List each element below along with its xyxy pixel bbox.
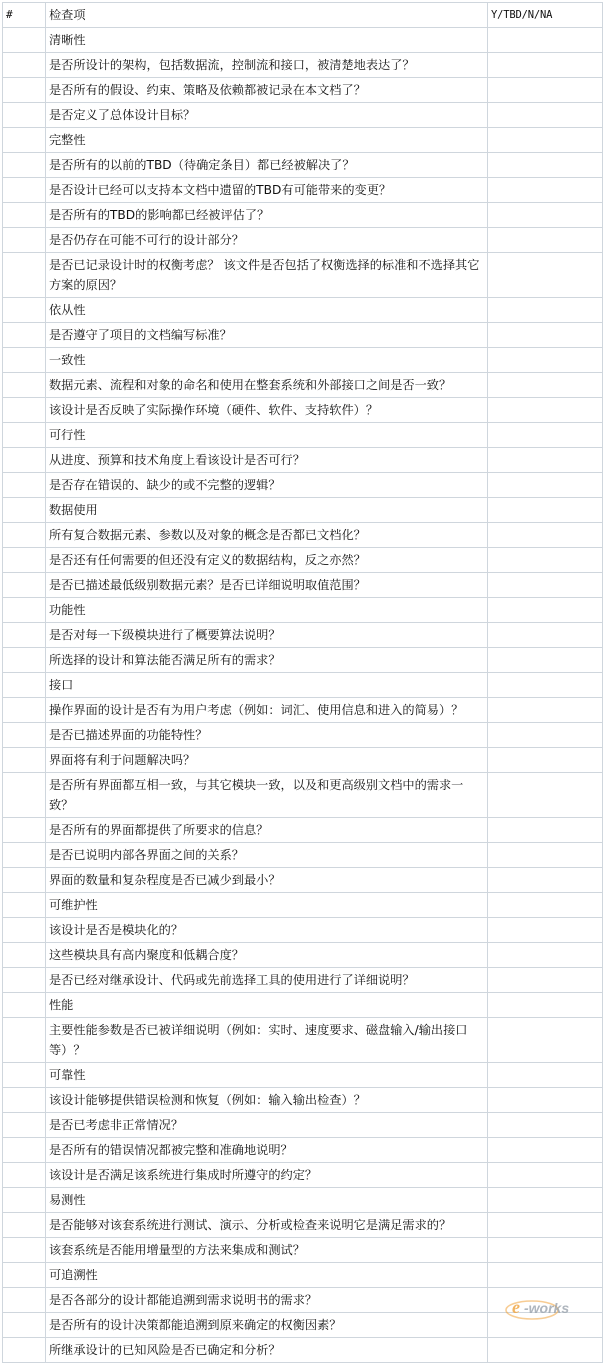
row-number-cell <box>3 1288 46 1313</box>
row-number-cell <box>3 993 46 1018</box>
checklist-item-text: 是否对每一下级模块进行了概要算法说明？ <box>46 623 488 648</box>
category-label: 完整性 <box>46 128 488 153</box>
checklist-row <box>3 53 603 78</box>
row-number-cell <box>3 1213 46 1238</box>
category-row <box>3 298 603 323</box>
checklist-row <box>3 943 603 968</box>
category-label: 功能性 <box>46 598 488 623</box>
checklist-item-text: 所选择的设计和算法能否满足所有的需求？ <box>46 648 488 673</box>
row-number-cell <box>3 918 46 943</box>
checklist-row <box>3 1163 603 1188</box>
checklist-item-text: 界面的数量和复杂程度是否已减少到最小？ <box>46 868 488 893</box>
checklist-table <box>2 2 603 1363</box>
row-number-cell <box>3 598 46 623</box>
row-number-cell <box>3 423 46 448</box>
checklist-row <box>3 698 603 723</box>
checklist-item-text: 是否已考虑非正常情况？ <box>46 1113 488 1138</box>
result-cell[interactable] <box>488 473 603 498</box>
checklist-row <box>3 1238 603 1263</box>
checklist-row <box>3 153 603 178</box>
result-cell[interactable] <box>488 723 603 748</box>
e-works-watermark-logo <box>502 1290 594 1324</box>
row-number-cell <box>3 178 46 203</box>
result-cell[interactable] <box>488 523 603 548</box>
category-label: 接口 <box>46 673 488 698</box>
row-number-cell <box>3 1313 46 1338</box>
result-cell[interactable] <box>488 1238 603 1263</box>
result-cell[interactable] <box>488 448 603 473</box>
row-number-cell <box>3 1263 46 1288</box>
checklist-item-text: 该设计是否反映了实际操作环境（硬件、软件、支持软件）？ <box>46 398 488 423</box>
checklist-item-text: 是否已描述最低级别数据元素？是否已详细说明取值范围？ <box>46 573 488 598</box>
row-number-cell <box>3 1338 46 1363</box>
checklist-item-text: 该设计能够提供错误检测和恢复（例如：输入输出检查）？ <box>46 1088 488 1113</box>
result-cell[interactable] <box>488 673 603 698</box>
category-label: 可追溯性 <box>46 1263 488 1288</box>
result-cell[interactable] <box>488 398 603 423</box>
result-cell[interactable] <box>488 1338 603 1363</box>
category-row <box>3 598 603 623</box>
checklist-item-text: 是否仍存在可能不可行的设计部分？ <box>46 228 488 253</box>
row-number-cell <box>3 323 46 348</box>
category-row <box>3 348 603 373</box>
row-number-cell <box>3 53 46 78</box>
result-cell[interactable] <box>488 843 603 868</box>
checklist-item-text: 是否所有的设计决策都能追溯到原来确定的权衡因素？ <box>46 1313 488 1338</box>
checklist-item-text: 是否已记录设计时的权衡考虑？ 该文件是否包括了权衡选择的标准和不选择其它方案的原因？ <box>46 253 488 298</box>
category-row <box>3 423 603 448</box>
result-cell[interactable] <box>488 423 603 448</box>
checklist-row <box>3 1213 603 1238</box>
checklist-item-text: 是否各部分的设计都能追溯到需求说明书的需求？ <box>46 1288 488 1313</box>
category-row <box>3 1188 603 1213</box>
result-cell[interactable] <box>488 893 603 918</box>
row-number-cell <box>3 253 46 298</box>
row-number-cell <box>3 298 46 323</box>
row-number-cell <box>3 203 46 228</box>
checklist-item-text: 数据元素、流程和对象的命名和使用在整套系统和外部接口之间是否一致？ <box>46 373 488 398</box>
checklist-item-text: 是否存在错误的、缺少的或不完整的逻辑？ <box>46 473 488 498</box>
result-cell[interactable] <box>488 178 603 203</box>
checklist-item-text: 是否所有的TBD的影响都已经被评估了？ <box>46 203 488 228</box>
checklist-row <box>3 648 603 673</box>
row-number-cell <box>3 128 46 153</box>
checklist-row <box>3 1113 603 1138</box>
result-cell[interactable] <box>488 323 603 348</box>
checklist-item-text: 是否所有的界面都提供了所要求的信息？ <box>46 818 488 843</box>
checklist-row <box>3 748 603 773</box>
category-row <box>3 498 603 523</box>
row-number-cell <box>3 153 46 178</box>
result-cell[interactable] <box>488 598 603 623</box>
row-number-cell <box>3 893 46 918</box>
header-row <box>3 3 603 28</box>
header-number: # <box>3 3 46 28</box>
category-row <box>3 893 603 918</box>
row-number-cell <box>3 818 46 843</box>
checklist-row <box>3 818 603 843</box>
result-cell[interactable] <box>488 1163 603 1188</box>
result-cell[interactable] <box>488 203 603 228</box>
category-label: 可维护性 <box>46 893 488 918</box>
checklist-row <box>3 548 603 573</box>
checklist-row <box>3 253 603 298</box>
result-cell[interactable] <box>488 1018 603 1063</box>
result-cell[interactable] <box>488 153 603 178</box>
row-number-cell <box>3 373 46 398</box>
checklist-row <box>3 773 603 818</box>
result-cell[interactable] <box>488 348 603 373</box>
category-label: 性能 <box>46 993 488 1018</box>
checklist-item-text: 是否定义了总体设计目标？ <box>46 103 488 128</box>
svg-text:-works: -works <box>524 1300 570 1316</box>
result-cell[interactable] <box>488 1188 603 1213</box>
checklist-row <box>3 843 603 868</box>
result-cell[interactable] <box>488 1138 603 1163</box>
result-cell[interactable] <box>488 968 603 993</box>
row-number-cell <box>3 723 46 748</box>
row-number-cell <box>3 103 46 128</box>
result-cell[interactable] <box>488 28 603 53</box>
row-number-cell <box>3 1088 46 1113</box>
result-cell[interactable] <box>488 78 603 103</box>
header-result: Y/TBD/N/NA <box>488 3 603 28</box>
result-cell[interactable] <box>488 773 603 818</box>
checklist-item-text: 是否已经对继承设计、代码或先前选择工具的使用进行了详细说明？ <box>46 968 488 993</box>
result-cell[interactable] <box>488 1113 603 1138</box>
row-number-cell <box>3 228 46 253</box>
result-cell[interactable] <box>488 373 603 398</box>
row-number-cell <box>3 523 46 548</box>
row-number-cell <box>3 348 46 373</box>
checklist-item-text: 该套系统是否能用增量型的方法来集成和测试？ <box>46 1238 488 1263</box>
category-label: 数据使用 <box>46 498 488 523</box>
checklist-item-text: 是否所有的错误情况都被完整和准确地说明？ <box>46 1138 488 1163</box>
checklist-row <box>3 1088 603 1113</box>
row-number-cell <box>3 748 46 773</box>
header-item: 检查项 <box>46 3 488 28</box>
result-cell[interactable] <box>488 1263 603 1288</box>
category-label: 易测性 <box>46 1188 488 1213</box>
category-row <box>3 993 603 1018</box>
checklist-row <box>3 78 603 103</box>
checklist-item-text: 该设计是否是模块化的？ <box>46 918 488 943</box>
result-cell[interactable] <box>488 128 603 153</box>
category-row <box>3 1263 603 1288</box>
result-cell[interactable] <box>488 498 603 523</box>
row-number-cell <box>3 448 46 473</box>
row-number-cell <box>3 28 46 53</box>
result-cell[interactable] <box>488 253 603 298</box>
row-number-cell <box>3 1188 46 1213</box>
checklist-row <box>3 203 603 228</box>
row-number-cell <box>3 698 46 723</box>
checklist-row <box>3 1138 603 1163</box>
result-cell[interactable] <box>488 103 603 128</box>
checklist-item-text: 操作界面的设计是否有为用户考虑（例如：词汇、使用信息和进入的简易）？ <box>46 698 488 723</box>
checklist-item-text: 是否已说明内部各界面之间的关系？ <box>46 843 488 868</box>
checklist-item-text: 界面将有利于问题解决吗？ <box>46 748 488 773</box>
result-cell[interactable] <box>488 748 603 773</box>
category-row <box>3 128 603 153</box>
row-number-cell <box>3 1163 46 1188</box>
checklist-item-text: 是否遵守了项目的文档编写标准？ <box>46 323 488 348</box>
result-cell[interactable] <box>488 1088 603 1113</box>
checklist-item-text: 从进度、预算和技术角度上看该设计是否可行？ <box>46 448 488 473</box>
row-number-cell <box>3 398 46 423</box>
category-label: 清晰性 <box>46 28 488 53</box>
checklist-row <box>3 868 603 893</box>
result-cell[interactable] <box>488 298 603 323</box>
checklist-row <box>3 623 603 648</box>
result-cell[interactable] <box>488 53 603 78</box>
result-cell[interactable] <box>488 868 603 893</box>
checklist-item-text: 所继承设计的已知风险是否已确定和分析？ <box>46 1338 488 1363</box>
result-cell[interactable] <box>488 1063 603 1088</box>
category-row <box>3 673 603 698</box>
checklist-row <box>3 373 603 398</box>
row-number-cell <box>3 78 46 103</box>
result-cell[interactable] <box>488 943 603 968</box>
svg-text:e: e <box>512 1297 520 1317</box>
row-number-cell <box>3 1063 46 1088</box>
checklist-row <box>3 1338 603 1363</box>
row-number-cell <box>3 548 46 573</box>
checklist-item-text: 是否设计已经可以支持本文档中遗留的TBD有可能带来的变更？ <box>46 178 488 203</box>
checklist-row <box>3 573 603 598</box>
row-number-cell <box>3 868 46 893</box>
checklist-item-text: 是否所有界面都互相一致，与其它模块一致，以及和更高级别文档中的需求一致？ <box>46 773 488 818</box>
category-row <box>3 1063 603 1088</box>
checklist-row <box>3 398 603 423</box>
result-cell[interactable] <box>488 573 603 598</box>
checklist-row <box>3 918 603 943</box>
checklist-body <box>3 3 603 1363</box>
checklist-item-text: 是否已描述界面的功能特性？ <box>46 723 488 748</box>
checklist-row <box>3 448 603 473</box>
row-number-cell <box>3 1138 46 1163</box>
result-cell[interactable] <box>488 228 603 253</box>
result-cell[interactable] <box>488 993 603 1018</box>
checklist-item-text: 是否所设计的架构，包括数据流，控制流和接口，被清楚地表达了？ <box>46 53 488 78</box>
checklist-row <box>3 723 603 748</box>
row-number-cell <box>3 1238 46 1263</box>
row-number-cell <box>3 773 46 818</box>
row-number-cell <box>3 573 46 598</box>
checklist-row <box>3 523 603 548</box>
checklist-item-text: 是否还有任何需要的但还没有定义的数据结构，反之亦然？ <box>46 548 488 573</box>
checklist-row <box>3 323 603 348</box>
checklist-item-text: 这些模块具有高内聚度和低耦合度？ <box>46 943 488 968</box>
row-number-cell <box>3 1113 46 1138</box>
checklist-row <box>3 178 603 203</box>
checklist-row <box>3 473 603 498</box>
checklist-item-text: 所有复合数据元素、参数以及对象的概念是否都已文档化？ <box>46 523 488 548</box>
result-cell[interactable] <box>488 698 603 723</box>
row-number-cell <box>3 648 46 673</box>
category-label: 可靠性 <box>46 1063 488 1088</box>
result-cell[interactable] <box>488 918 603 943</box>
row-number-cell <box>3 943 46 968</box>
checklist-item-text: 主要性能参数是否已被详细说明（例如：实时、速度要求、磁盘输入/输出接口等）？ <box>46 1018 488 1063</box>
row-number-cell <box>3 473 46 498</box>
checklist-row <box>3 228 603 253</box>
checklist-row <box>3 1018 603 1063</box>
result-cell[interactable] <box>488 648 603 673</box>
row-number-cell <box>3 1018 46 1063</box>
result-cell[interactable] <box>488 623 603 648</box>
row-number-cell <box>3 968 46 993</box>
checklist-item-text: 是否所有的以前的TBD（待确定条目）都已经被解决了？ <box>46 153 488 178</box>
checklist-item-text: 是否能够对该套系统进行测试、演示、分析或检查来说明它是满足需求的？ <box>46 1213 488 1238</box>
checklist-row <box>3 103 603 128</box>
checklist-row <box>3 968 603 993</box>
result-cell[interactable] <box>488 1213 603 1238</box>
category-label: 一致性 <box>46 348 488 373</box>
row-number-cell <box>3 498 46 523</box>
result-cell[interactable] <box>488 548 603 573</box>
category-label: 依从性 <box>46 298 488 323</box>
result-cell[interactable] <box>488 818 603 843</box>
checklist-item-text: 是否所有的假设、约束、策略及依赖都被记录在本文档了？ <box>46 78 488 103</box>
row-number-cell <box>3 843 46 868</box>
row-number-cell <box>3 623 46 648</box>
row-number-cell <box>3 673 46 698</box>
checklist-item-text: 该设计是否满足该系统进行集成时所遵守的约定？ <box>46 1163 488 1188</box>
category-row <box>3 28 603 53</box>
category-label: 可行性 <box>46 423 488 448</box>
